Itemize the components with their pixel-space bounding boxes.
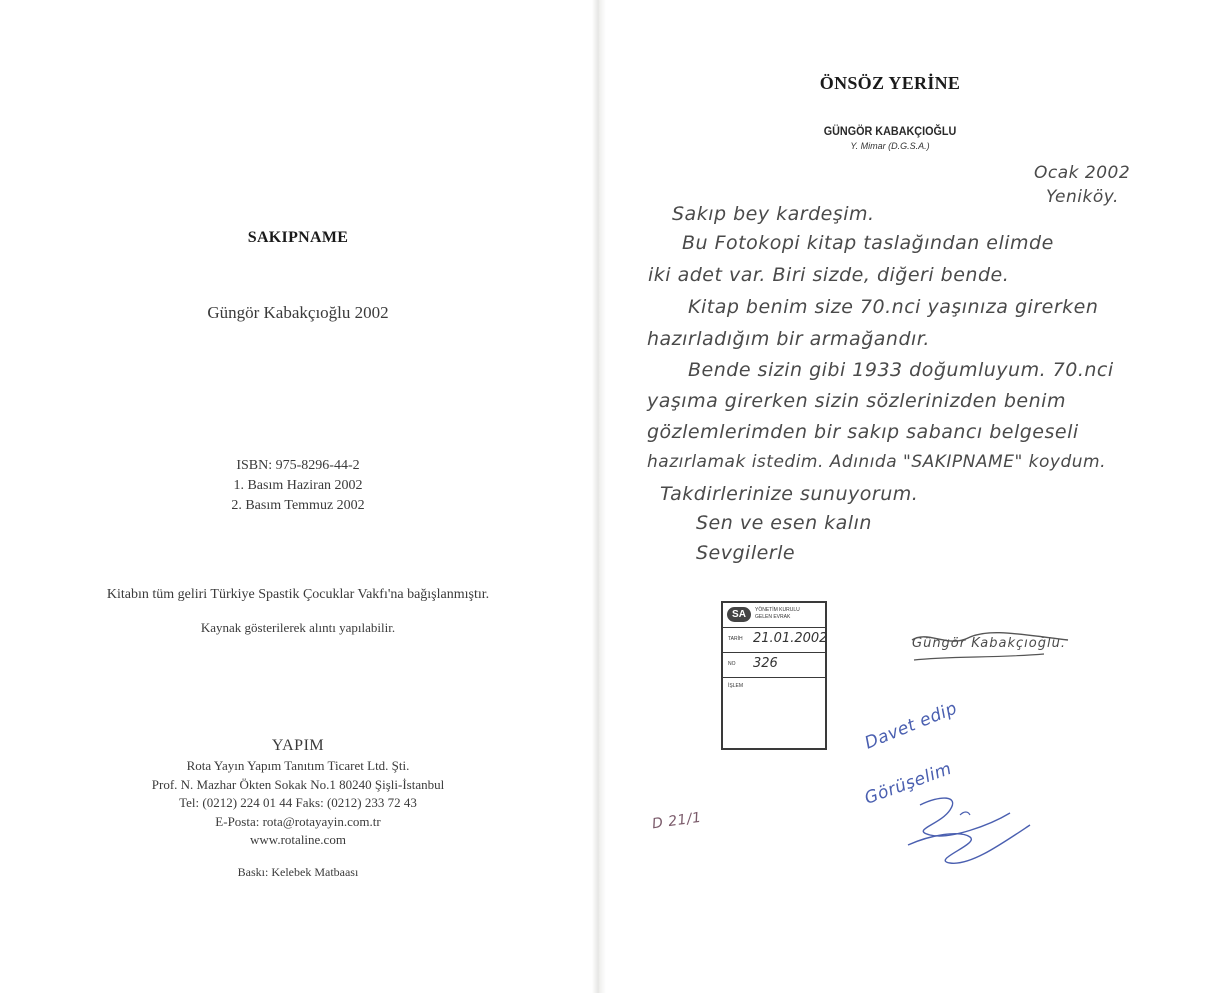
letter-line-4: Kitap benim size 70.nci yaşınıza girerken: [688, 296, 1099, 318]
edition-2: 2. Basım Temmuz 2002: [231, 498, 365, 513]
edition-1: 1. Basım Haziran 2002: [233, 478, 363, 493]
letter-line-1: Sakıp bey kardeşim.: [672, 203, 875, 225]
letter-line-9: hazırlamak istedim. Adınıda "SAKIPNAME" koydum.: [647, 452, 1107, 472]
letter-line-5: hazırladığım bir armağandır.: [647, 328, 930, 350]
stamp-org-line-1: YÖNETİM KURULU: [755, 607, 800, 613]
signature-scribble: [908, 630, 1078, 664]
stamp-islem-label: İŞLEM: [728, 683, 744, 689]
blue-note-2: Görüşelim: [862, 758, 955, 809]
letter-line-3: iki adet var. Biri sizde, diğeri bende.: [648, 264, 1010, 286]
letter-line-10: Takdirlerinize sunuyorum.: [660, 483, 919, 505]
book-title: SAKIPNAME: [247, 229, 349, 246]
stamp-header: [723, 603, 825, 628]
received-stamp: [721, 601, 827, 750]
isbn-block: [0, 456, 596, 516]
publisher-website: www.rotaline.com: [250, 832, 346, 847]
stamp-date-label: TARİH: [728, 636, 743, 642]
publisher-company: Rota Yayın Yapım Tanıtım Ticaret Ltd. Şti.: [186, 758, 410, 773]
author-title: Y. Mimar (D.G.S.A.): [850, 141, 930, 151]
stamp-date-row: [723, 628, 828, 653]
citation-note: Kaynak gösterilerek alıntı yapılabilir.: [200, 620, 396, 635]
letter-line-11: Sen ve esen kalın: [696, 512, 872, 534]
stamp-islem-row: [723, 678, 825, 746]
publisher-phone: Tel: (0212) 224 01 44 Faks: (0212) 233 72 43: [179, 795, 417, 810]
letter-line-12: Sevgilerle: [696, 542, 796, 564]
author-year: Güngör Kabakçıoğlu 2002: [207, 303, 389, 322]
publisher-address: Prof. N. Mazhar Ökten Sokak No.1 80240 Şişli-İstanbul: [151, 776, 445, 792]
margin-note: D 21/1: [651, 809, 703, 833]
stamp-org-line-2: GELEN EVRAK: [755, 614, 791, 620]
blue-signature-scribble: [890, 785, 1040, 870]
publisher-block: [0, 735, 596, 850]
stamp-date-value: 21.01.2002: [753, 631, 828, 646]
signature: Güngör Kabakçıoğlu.: [912, 636, 1066, 651]
letter-date-month: Ocak 2002: [1034, 163, 1131, 183]
blue-note-1: Davet edip: [862, 698, 961, 754]
sa-logo-icon: SA: [727, 607, 751, 622]
printer-note: Baskı: Kelebek Matbaası: [237, 865, 359, 879]
stamp-org: [755, 607, 800, 621]
publisher-email: E-Posta: rota@rotayayin.com.tr: [215, 813, 381, 829]
letter-date-place: Yeniköy.: [1046, 187, 1119, 207]
letter-line-2: Bu Fotokopi kitap taslağından elimde: [682, 232, 1054, 254]
donation-note: Kitabın tüm geliri Türkiye Spastik Çocuklar Vakfı'na bağışlanmıştır.: [106, 587, 490, 602]
isbn: ISBN: 975-8296-44-2: [236, 458, 360, 473]
publisher-heading: YAPIM: [271, 737, 325, 754]
letter-line-6: Bende sizin gibi 1933 doğumluyum. 70.nci: [688, 359, 1114, 381]
stamp-no-row: [723, 653, 825, 678]
stamp-no-value: 326: [753, 656, 778, 671]
author-name: GÜNGÖR KABAKÇIOĞLU: [823, 124, 957, 138]
letter-line-7: yaşıma girerken sizin sözlerinizden benim: [647, 390, 1066, 412]
preface-title: ÖNSÖZ YERİNE: [819, 73, 961, 93]
stamp-no-label: NO: [728, 661, 736, 667]
letter-line-8: gözlemlerimden bir sakıp sabancı belgeseli: [647, 421, 1079, 443]
